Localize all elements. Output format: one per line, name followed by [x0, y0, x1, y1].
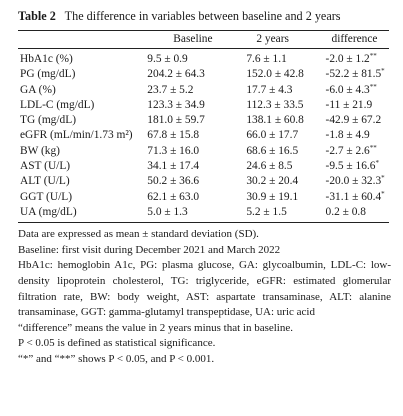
- difference-value: -52.2 ± 81.5: [325, 68, 382, 81]
- table-row: [18, 49, 389, 68]
- significance-marker: **: [369, 143, 377, 152]
- table-row: [18, 128, 389, 143]
- two-years-cell: 68.6 ± 16.5: [246, 144, 299, 157]
- two-years-cell: 138.1 ± 60.8: [246, 114, 304, 127]
- table-row: [18, 190, 389, 205]
- two-years-cell: 7.6 ± 1.1: [246, 53, 287, 65]
- significance-marker: **: [369, 82, 377, 91]
- variable-cell: BW (kg): [20, 144, 60, 157]
- variable-cell: eGFR (mL/min/1.73 m²): [20, 129, 133, 142]
- difference-cell: [326, 190, 389, 205]
- variable-cell: LDL-C (mg/dL): [20, 98, 95, 111]
- difference-cell: [326, 205, 389, 223]
- two-years-cell: 24.6 ± 8.5: [246, 160, 293, 173]
- table-body: [18, 49, 389, 223]
- table-row: [18, 67, 389, 82]
- table-row: [18, 144, 389, 159]
- table-row: [18, 83, 389, 98]
- baseline-cell: 23.7 ± 5.2: [147, 83, 194, 96]
- header-two-years: 2 years: [246, 31, 325, 49]
- results-table: [18, 30, 389, 223]
- difference-value: -42.9 ± 67.2: [325, 114, 382, 127]
- significance-marker: *: [381, 174, 385, 183]
- footnote: P < 0.05 is defined as statistical significance.: [18, 337, 216, 350]
- significance-marker: *: [375, 159, 379, 168]
- table-footnotes: [18, 227, 391, 367]
- footnote: Data are expressed as mean ± standard deviation (SD).: [18, 228, 259, 241]
- header-variable: [18, 31, 147, 49]
- significance-marker: *: [381, 67, 385, 76]
- baseline-cell: 34.1 ± 17.4: [147, 160, 200, 173]
- two-years-cell: 5.2 ± 1.5: [246, 205, 325, 223]
- baseline-cell: 204.2 ± 64.3: [147, 68, 205, 81]
- baseline-cell: 5.0 ± 1.3: [147, 205, 246, 223]
- baseline-cell: 62.1 ± 63.0: [147, 190, 200, 203]
- table-number: Table 2: [18, 9, 56, 23]
- baseline-cell: 9.5 ± 0.9: [147, 53, 188, 65]
- difference-cell: [326, 174, 389, 189]
- difference-value: -11 ± 21.9: [325, 98, 373, 111]
- difference-value: 0.2 ± 0.8: [325, 205, 366, 218]
- footnote: “*” and “**” shows P < 0.05, and P < 0.001.: [18, 353, 215, 366]
- table-row: [18, 98, 389, 113]
- variable-cell: UA (mg/dL): [18, 205, 147, 223]
- difference-value: -2.7 ± 2.6: [325, 144, 370, 157]
- variable-cell: HbA1c (%): [20, 53, 73, 65]
- footnote: Baseline: first visit during December 2021 and March 2022: [18, 243, 281, 256]
- variable-cell: AST (U/L): [20, 160, 71, 173]
- header-difference: difference: [326, 31, 389, 49]
- two-years-cell: 152.0 ± 42.8: [246, 68, 304, 81]
- table-row: [18, 159, 389, 174]
- difference-value: -6.0 ± 4.3: [325, 83, 370, 96]
- difference-cell: [326, 49, 389, 68]
- footnote: HbA1c: hemoglobin A1c, PG: plasma glucose, GA: glycoalbumin, LDL-C: low-density lipoprotein cholesterol, TG: triglyceride, eGFR: estimated glomerular filtration rate, BW: body weight, AST: aspartate transaminase, ALT: alanine transaminase, GGT: gamma-glutamyl transpeptidase, UA: uric acid: [18, 259, 391, 319]
- difference-value: -1.8 ± 4.9: [325, 129, 370, 142]
- difference-cell: [326, 144, 389, 159]
- table-row: [18, 113, 389, 128]
- difference-value: -31.1 ± 60.4: [325, 190, 382, 203]
- two-years-cell: 30.2 ± 20.4: [246, 175, 299, 188]
- baseline-cell: 50.2 ± 36.6: [147, 175, 200, 188]
- variable-cell: GA (%): [20, 83, 56, 96]
- difference-value: -20.0 ± 32.3: [325, 175, 382, 188]
- table-row: [18, 174, 389, 189]
- significance-marker: *: [381, 189, 385, 198]
- difference-cell: [326, 98, 389, 113]
- difference-cell: [326, 159, 389, 174]
- two-years-cell: 30.9 ± 19.1: [246, 190, 299, 203]
- variable-cell: PG (mg/dL): [20, 68, 76, 81]
- difference-cell: [326, 128, 389, 143]
- variable-cell: GGT (U/L): [20, 190, 72, 203]
- difference-cell: [326, 83, 389, 98]
- baseline-cell: 123.3 ± 34.9: [147, 98, 205, 111]
- footnote: “difference” means the value in 2 years minus that in baseline.: [18, 321, 293, 334]
- baseline-cell: 181.0 ± 59.7: [147, 114, 205, 127]
- two-years-cell: 66.0 ± 17.7: [246, 129, 299, 142]
- two-years-cell: 17.7 ± 4.3: [246, 83, 293, 96]
- difference-value: -2.0 ± 1.2: [325, 53, 370, 65]
- table-title: The difference in variables between baseline and 2 years: [64, 9, 341, 23]
- table-caption: [18, 8, 389, 24]
- significance-marker: **: [369, 52, 377, 60]
- difference-value: -9.5 ± 16.6: [325, 160, 376, 173]
- baseline-cell: 67.8 ± 15.8: [147, 129, 200, 142]
- difference-cell: [326, 67, 389, 82]
- table-row: [18, 205, 389, 223]
- difference-cell: [326, 113, 389, 128]
- baseline-cell: 71.3 ± 16.0: [147, 144, 200, 157]
- header-baseline: Baseline: [147, 31, 246, 49]
- variable-cell: ALT (U/L): [20, 175, 70, 188]
- variable-cell: TG (mg/dL): [20, 114, 76, 127]
- two-years-cell: 112.3 ± 33.5: [246, 98, 304, 111]
- table-header-row: [18, 31, 389, 49]
